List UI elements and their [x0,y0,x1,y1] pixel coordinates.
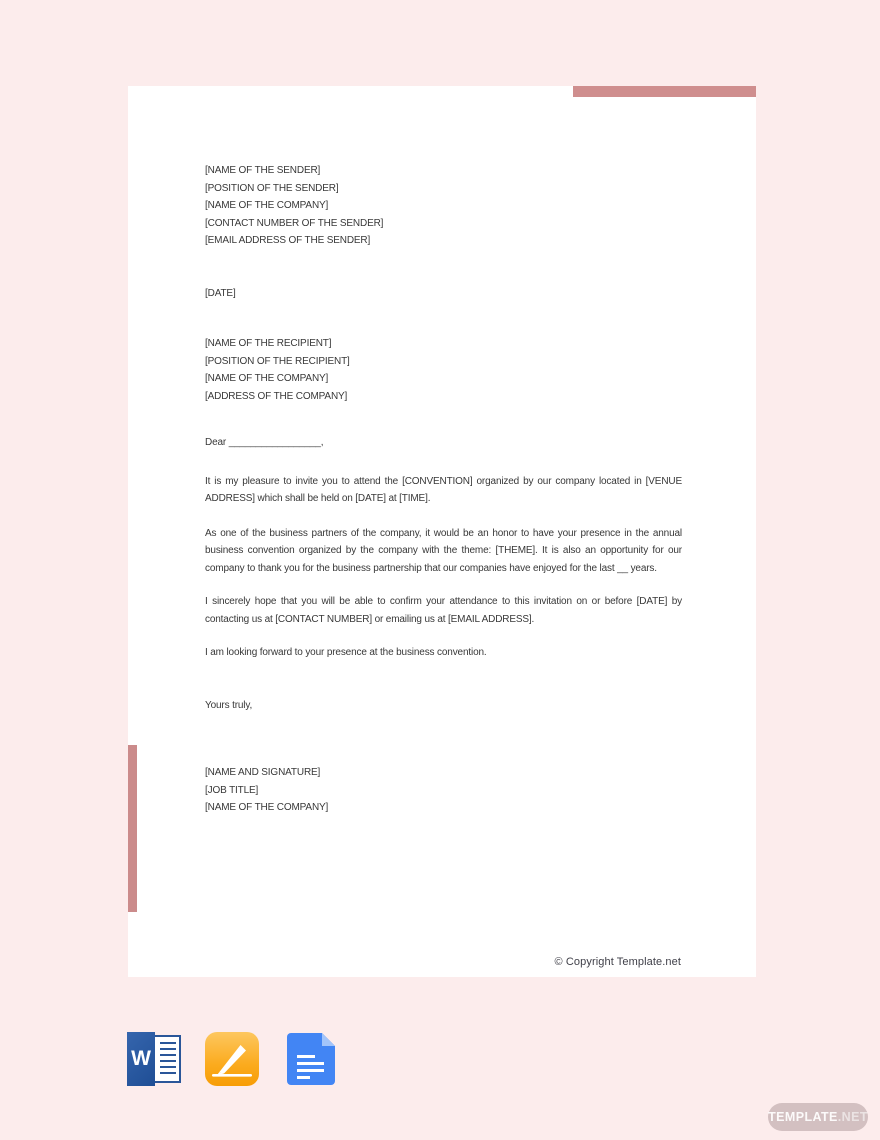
recipient-block [205,335,682,405]
paragraph-confirmation: I sincerely hope that you will be able to confirm your attendance to this invitation on or before [DATE] by contacting us at [CONTACT NUMBER] or emailing us at [EMAIL ADDRESS]. [205,596,682,625]
docs-text-line [297,1076,310,1079]
signature-name: [NAME AND SIGNATURE] [205,767,321,778]
recipient-name: [NAME OF THE RECIPIENT] [205,338,332,349]
template-net-badge [768,1103,868,1131]
sender-contact: [CONTACT NUMBER OF THE SENDER] [205,217,384,229]
recipient-company: [NAME OF THE COMPANY] [205,373,329,384]
closing: Yours truly, [205,699,253,711]
signature-title: [JOB TITLE] [205,784,259,796]
sender-name: [NAME OF THE SENDER] [205,165,321,176]
apple-pages-icon[interactable] [205,1032,259,1086]
letter-body [205,162,682,817]
left-accent-bar [128,745,137,912]
letter-page [128,86,756,977]
recipient-position: [POSITION OF THE RECIPIENT] [205,355,350,367]
sender-position: [POSITION OF THE SENDER] [205,182,339,194]
badge-secondary-text: .NET [837,1110,868,1124]
ms-word-icon[interactable] [127,1032,181,1086]
word-text-lines [160,1042,176,1076]
recipient-address: [ADDRESS OF THE COMPANY] [205,390,348,402]
sender-company: [NAME OF THE COMPANY] [205,200,329,211]
docs-text-line [297,1069,324,1072]
paragraph-lookingforward: I am looking forward to your presence at the business convention. [205,647,487,658]
pages-pen-icon [205,1032,259,1086]
signature-company: [NAME OF THE COMPANY] [205,802,329,813]
sender-block [205,162,682,250]
salutation: Dear _________________, [205,437,324,448]
date-line: [DATE] [205,287,236,299]
copyright-notice: © Copyright Template.net [554,956,681,968]
docs-text-line [297,1055,315,1058]
badge-primary-text: TEMPLATE [768,1110,838,1124]
paragraph-invitation: It is my pleasure to invite you to attend the [CONVENTION] organized by our company located in [VENUE ADDRESS] which shall be held on [DATE] at [TIME]. [205,475,682,504]
top-accent-bar [573,86,756,97]
signature-block [205,764,682,817]
word-letter: W [131,1047,151,1070]
word-letter-panel [127,1032,155,1086]
docs-text-line [297,1062,324,1065]
sender-email: [EMAIL ADDRESS OF THE SENDER] [205,235,371,246]
google-docs-icon[interactable] [287,1033,335,1085]
paragraph-partnership: As one of the business partners of the company, it would be an honor to have your presence in the annual business convention organized by the company with the theme: [THEME]. It is also an opportunity for our company to thank you for the business partnership that our companies have enjoyed for the last __ years. [205,527,682,574]
